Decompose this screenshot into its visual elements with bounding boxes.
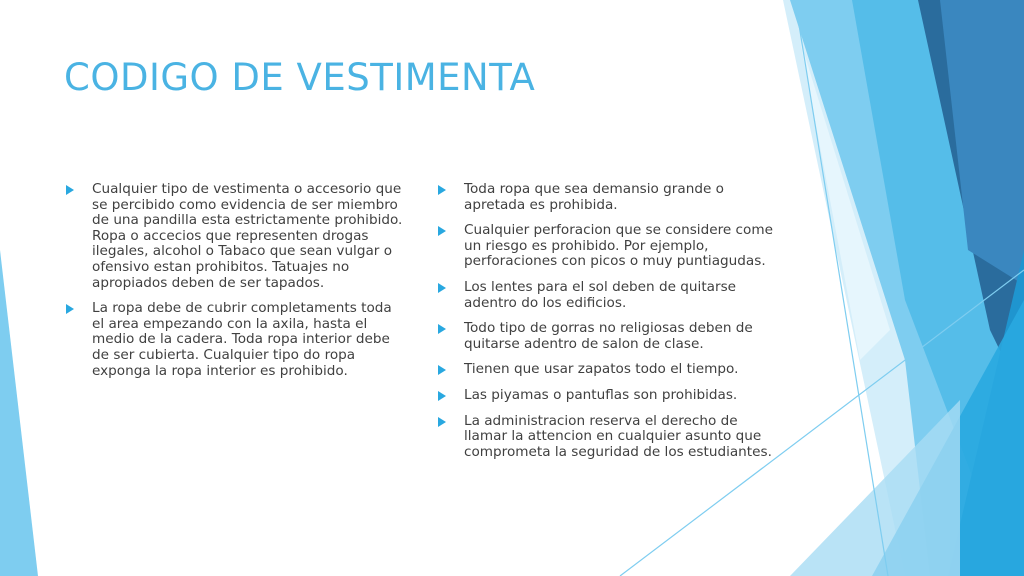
bullet-text: Los lentes para el sol deben de quitarse adentro do los edificios. [464, 278, 737, 311]
triangle-right-icon [438, 226, 446, 236]
triangle-right-icon [66, 185, 74, 195]
bullet-item [436, 362, 776, 378]
left-column [64, 182, 404, 389]
bullet-text: Todo tipo de gorras no religiosas deben de quitarse adentro de salon de clase. [464, 320, 753, 352]
triangle-right-icon [438, 185, 446, 195]
triangle-right-icon [66, 304, 74, 314]
left-edge-shape [0, 250, 38, 576]
bullet-text: Tienen que usar zapatos todo el tiempo. [464, 361, 739, 378]
bullet-item [436, 414, 776, 461]
right-bullet-list [436, 182, 776, 460]
bullet-text: La administracion reserva el derecho de llamar la attencion en cualquier asunto que comprometa la seguridad de los estudiantes. [464, 412, 772, 460]
triangle-right-icon [438, 391, 446, 401]
left-bullet-list [64, 182, 404, 379]
bullet-text: Cualquier tipo de vestimenta o accesorio que se percibido como evidencia de ser miembro de una pandilla esta estrictamente prohibido. Ropa o accecios que representen drogas ilegales, alcohol o Tabaco que sean vulgar o ofensivo estan prohibitos. Tatuajes no apropiados deben de ser tapados. [92, 181, 403, 291]
bullet-item [436, 280, 776, 311]
bullet-item [436, 321, 776, 352]
bullet-item [436, 223, 776, 270]
triangle-right-icon [438, 324, 446, 334]
bullet-item [64, 182, 404, 291]
slide-title: CODIGO DE VESTIMENTA [64, 56, 536, 99]
triangle-right-icon [438, 417, 446, 427]
triangle-right-icon [438, 365, 446, 375]
bullet-text: Cualquier perforacion que se considere come un riesgo es prohibido. Por ejemplo, perforaciones con picos o muy puntiagudas. [464, 222, 773, 270]
right-column [436, 182, 776, 470]
bullet-text: Las piyamas o pantuflas son prohibidas. [464, 386, 738, 403]
bullet-item [436, 182, 776, 213]
bullet-text: La ropa debe de cubrir completaments toda el area empezando con la axila, hasta el medio de la cadera. Toda ropa interior debe de ser cubierta. Cualquier tipo do ropa exponga la ropa interior es prohibido. [92, 300, 392, 379]
bullet-text: Toda ropa que sea demansio grande o apretada es prohibida. [464, 181, 724, 213]
bullet-item [436, 388, 776, 404]
triangle-right-icon [438, 283, 446, 293]
bullet-item [64, 301, 404, 379]
